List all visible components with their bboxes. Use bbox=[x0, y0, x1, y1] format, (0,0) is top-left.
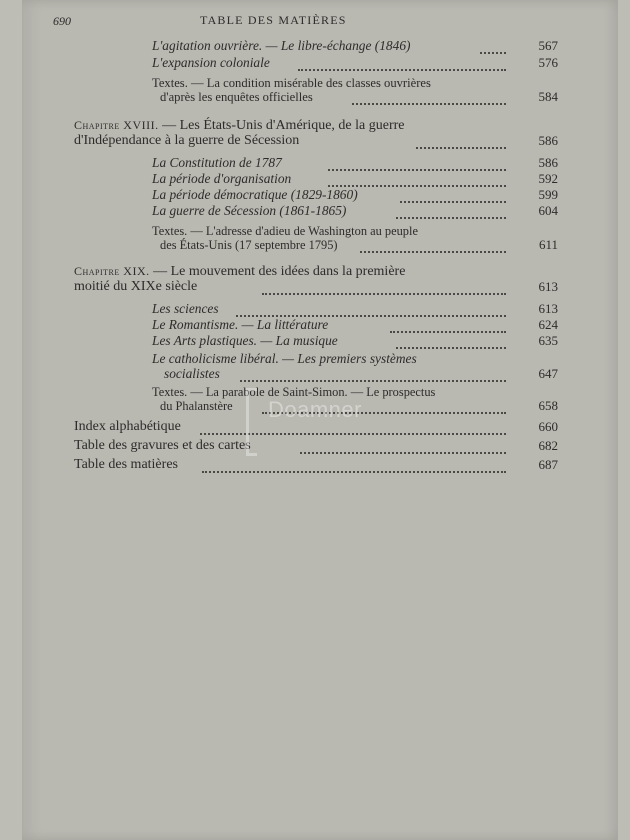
leader-dots bbox=[416, 145, 506, 149]
toc-page-number: 586 bbox=[538, 155, 558, 170]
toc-page-number: 658 bbox=[538, 398, 558, 413]
toc-entry-sciences: Les sciences bbox=[152, 301, 219, 316]
leader-dots bbox=[480, 50, 506, 54]
toc-page-number: 592 bbox=[538, 171, 558, 186]
toc-entry-secession: La guerre de Sécession (1861-1865) bbox=[152, 203, 347, 218]
toc-entry-matieres: Table des matières bbox=[74, 457, 178, 472]
toc-entry-textes-condition: Textes. — La condition misérable des classes ouvrières bbox=[152, 76, 431, 90]
toc-entry-arts: Les Arts plastiques. — La musique bbox=[152, 333, 338, 348]
leader-dots bbox=[328, 167, 506, 171]
toc-entry-organisation: La période d'organisation bbox=[152, 171, 292, 186]
chapter-xviii-heading bbox=[74, 117, 405, 134]
chapter-title: — Les États-Unis d'Amérique, de la guerre bbox=[158, 118, 405, 133]
toc-entry-catholicisme-cont: socialistes bbox=[164, 366, 220, 381]
toc-entry-democratique: La période démocratique (1829-1860) bbox=[152, 187, 358, 202]
toc-entry-expansion: L'expansion coloniale bbox=[152, 55, 270, 70]
toc-page-number: 584 bbox=[538, 89, 558, 104]
watermark-logo-mark bbox=[246, 388, 257, 456]
toc-page-number: 613 bbox=[538, 279, 558, 294]
toc-entry-textes-washington: Textes. — L'adresse d'adieu de Washington au peuple bbox=[152, 224, 418, 238]
leader-dots bbox=[298, 67, 506, 71]
leader-dots bbox=[400, 199, 506, 203]
leader-dots bbox=[300, 450, 506, 454]
leader-dots bbox=[396, 215, 506, 219]
toc-page-number: 604 bbox=[538, 203, 558, 218]
toc-entry-agitation: L'agitation ouvrière. — Le libre-échange (1846) bbox=[152, 38, 411, 53]
toc-page-number: 567 bbox=[538, 38, 558, 53]
toc-entry-textes-condition-cont: d'après les enquêtes officielles bbox=[160, 90, 313, 104]
toc-entry-textes-washington-cont: des États-Unis (17 septembre 1795) bbox=[160, 238, 338, 252]
toc-entry-textes-saint-simon: Textes. — La parabole de Saint-Simon. — Le prospectus bbox=[152, 385, 436, 399]
toc-entry-catholicisme: Le catholicisme libéral. — Les premiers systèmes bbox=[152, 351, 417, 366]
running-head: TABLE DES MATIÈRES bbox=[200, 13, 347, 27]
leader-dots bbox=[352, 101, 506, 105]
toc-entry-index: Index alphabétique bbox=[74, 419, 181, 434]
leader-dots bbox=[240, 378, 506, 382]
toc-page-number: 611 bbox=[538, 237, 558, 252]
chapter-xix-title-cont: moitié du XIXe siècle bbox=[74, 279, 198, 294]
leader-dots bbox=[360, 249, 506, 253]
chapter-label: Chapitre XIX. bbox=[74, 264, 150, 278]
toc-entry-constitution: La Constitution de 1787 bbox=[152, 155, 282, 170]
toc-page-number: 647 bbox=[538, 366, 558, 381]
toc-entry-gravures: Table des gravures et des cartes bbox=[74, 438, 251, 453]
toc-page-number: 576 bbox=[538, 55, 558, 70]
chapter-xviii-title-cont: d'Indépendance à la guerre de Sécession bbox=[74, 133, 300, 148]
toc-page-number: 613 bbox=[538, 301, 558, 316]
leader-dots bbox=[396, 345, 506, 349]
toc-page-number: 624 bbox=[538, 317, 558, 332]
leader-dots bbox=[262, 291, 506, 295]
chapter-xix-heading bbox=[74, 263, 405, 280]
chapter-title: — Le mouvement des idées dans la première bbox=[149, 264, 406, 279]
chapter-label: Chapitre XVIII. bbox=[74, 118, 159, 132]
toc-page-number: 635 bbox=[538, 333, 558, 348]
toc-entry-textes-saint-simon-cont: du Phalanstère bbox=[160, 399, 233, 413]
toc-page-number: 599 bbox=[538, 187, 558, 202]
page-number: 690 bbox=[53, 14, 71, 28]
toc-entry-romantisme: Le Romantisme. — La littérature bbox=[152, 317, 329, 332]
toc-page-number: 586 bbox=[538, 133, 558, 148]
leader-dots bbox=[202, 469, 506, 473]
toc-page-number: 682 bbox=[538, 438, 558, 453]
leader-dots bbox=[390, 329, 506, 333]
watermark: Doamner bbox=[268, 397, 362, 422]
toc-page-number: 687 bbox=[538, 457, 558, 472]
toc-page-number: 660 bbox=[538, 419, 558, 434]
